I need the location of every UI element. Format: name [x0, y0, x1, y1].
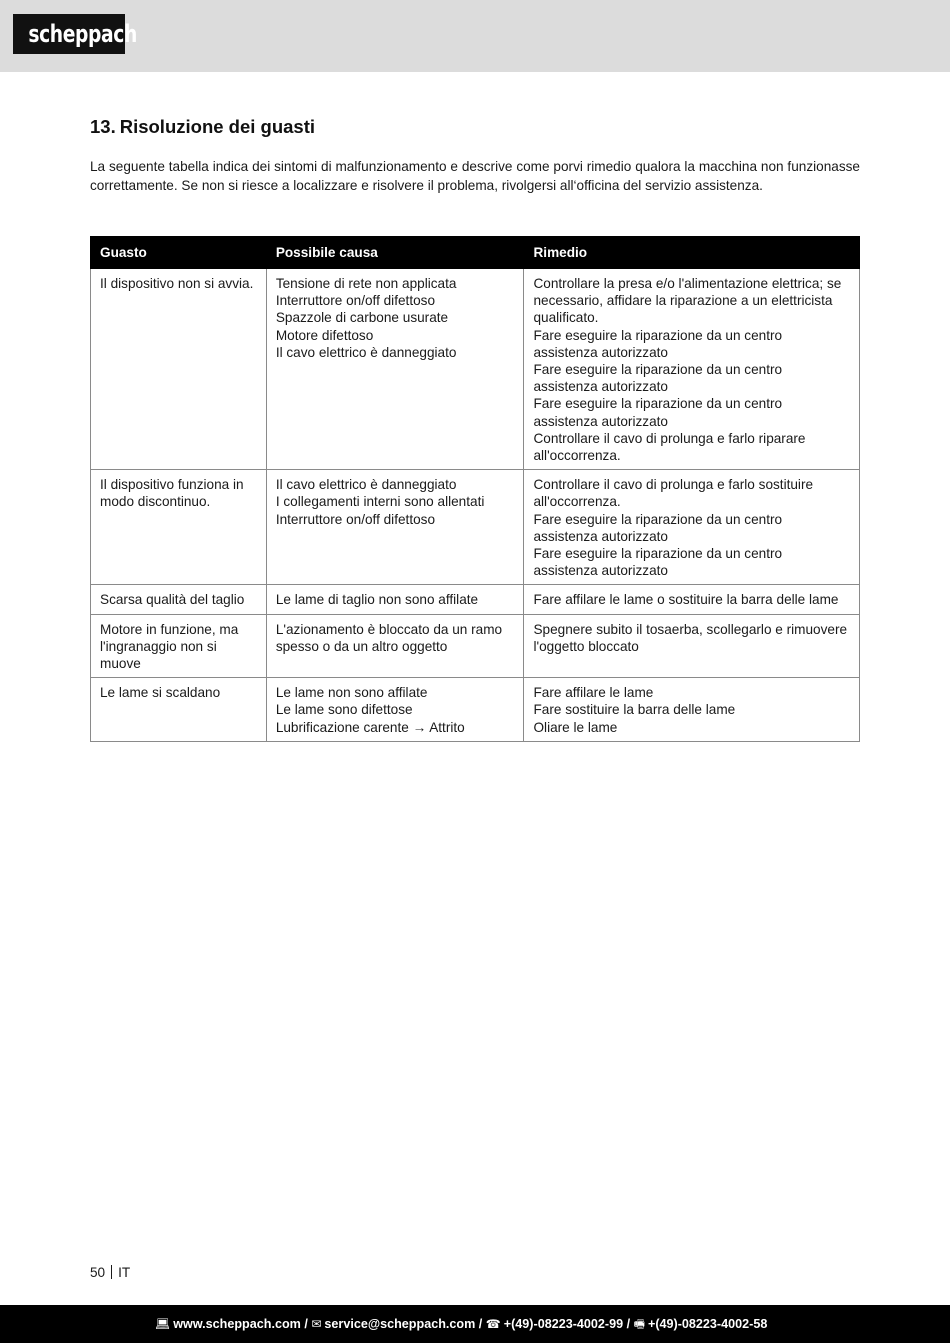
cause-cell-line: Interruttore on/off difettoso	[275, 293, 436, 309]
header-cause: Possibile causa	[266, 237, 524, 269]
cause-cell	[266, 269, 524, 470]
contact-separator: /	[626, 1317, 631, 1331]
section-title-text: Risoluzione dei guasti	[119, 116, 316, 137]
phone-number: +(49)-08223-4002-99	[503, 1317, 624, 1331]
remedy-cell-line: Controllare il cavo di prolunga e farlo sostituire all'occorrenza.	[533, 477, 814, 510]
remedy-cell-line: Fare affilare le lame o sostituire la barra delle lame	[533, 592, 839, 608]
cause-cell-line: Le lame non sono affilate	[275, 685, 428, 701]
footer-divider	[111, 1265, 112, 1279]
remedy-cell-line: Fare affilare le lame	[533, 685, 654, 701]
table-body	[91, 269, 860, 742]
cause-cell-line: L'azionamento è bloccato da un ramo spesso o da un altro oggetto	[275, 621, 503, 654]
remedy-cell-line: Fare eseguire la riparazione da un centro assistenza autorizzato	[533, 396, 783, 429]
remedy-cell-line: Fare eseguire la riparazione da un centro assistenza autorizzato	[533, 511, 783, 544]
table-row	[91, 470, 860, 585]
contact-footer-bar	[0, 1305, 950, 1343]
fault-cell	[91, 470, 267, 585]
remedy-cell	[524, 585, 860, 614]
cause-cell-line: Il cavo elettrico è danneggiato	[275, 344, 457, 360]
header-remedy: Rimedio	[524, 237, 860, 269]
fault-cell-line: Le lame si scaldano	[100, 685, 221, 701]
remedy-cell-line: Fare eseguire la riparazione da un centro assistenza autorizzato	[533, 546, 783, 579]
language-code: IT	[118, 1265, 131, 1280]
remedy-cell	[524, 678, 860, 742]
fault-cell-line: Il dispositivo funziona in modo discontinuo.	[100, 477, 244, 510]
cause-cell	[266, 614, 524, 678]
cause-cell	[266, 678, 524, 742]
table-header-row	[91, 237, 860, 269]
contact-separator: /	[304, 1317, 308, 1331]
fault-cell-line: Scarsa qualità del taglio	[100, 592, 245, 608]
phone-icon: ☎︎	[485, 1317, 501, 1331]
computer-icon: 💻︎	[155, 1317, 171, 1331]
remedy-cell-line: Fare sostituire la barra delle lame	[533, 702, 736, 718]
email-link[interactable]: service@scheppach.com	[324, 1317, 476, 1331]
remedy-cell-line: Controllare la presa e/o l'alimentazione elettrica; se necessario, affidare la riparazione a un elettricista qualificato.	[533, 276, 842, 326]
fault-cell	[91, 614, 267, 678]
contact-line	[155, 1305, 767, 1343]
troubleshooting-table	[90, 236, 860, 742]
cause-cell-line: Interruttore on/off difettoso	[275, 511, 436, 527]
fax-icon: 🖷︎	[633, 1317, 645, 1331]
fault-cell	[91, 269, 267, 470]
section-intro: La seguente tabella indica dei sintomi di malfunzionamento e descrive come porvi rimedio qualora la macchina non funzionasse correttamente. Se non si riesce a localizzare e risolvere il problema, rivolgersi all‘officina del servizio assistenza.	[90, 159, 860, 193]
remedy-cell-line: Spegnere subito il tosaerba, scollegarlo e rimuovere l'oggetto bloccato	[533, 621, 848, 654]
remedy-cell	[524, 269, 860, 470]
fault-cell	[91, 678, 267, 742]
table-row	[91, 678, 860, 742]
section-title	[90, 116, 315, 138]
remedy-cell-line: Controllare il cavo di prolunga e farlo riparare all'occorrenza.	[533, 430, 806, 464]
cause-cell-line: Spazzole di carbone usurate	[275, 310, 449, 326]
remedy-cell-line: Oliare le lame	[533, 719, 618, 735]
header-band	[0, 0, 950, 72]
fault-cell	[91, 585, 267, 614]
cause-cell-line: Tensione di rete non applicata	[275, 276, 457, 291]
cause-cell-line: Motore difettoso	[275, 327, 374, 343]
cause-cell-line: Le lame di taglio non sono affilate	[275, 592, 479, 608]
table-row	[91, 585, 860, 614]
mail-icon: ✉︎	[311, 1317, 322, 1331]
cause-cell-line: Il cavo elettrico è danneggiato	[275, 477, 457, 493]
cause-cell-line: Lubrificazione carente → Attrito	[275, 719, 465, 735]
remedy-cell-line: Fare eseguire la riparazione da un centro assistenza autorizzato	[533, 362, 783, 395]
remedy-cell	[524, 614, 860, 678]
remedy-cell-line: Fare eseguire la riparazione da un centro assistenza autorizzato	[533, 327, 783, 360]
page-footer-label	[90, 1265, 130, 1280]
fault-cell-line: Motore in funzione, ma l'ingranaggio non si muove	[100, 621, 239, 672]
website-link[interactable]: www.scheppach.com	[173, 1317, 301, 1331]
fault-cell-line: Il dispositivo non si avvia.	[100, 276, 254, 291]
remedy-cell	[524, 470, 860, 585]
fax-number: +(49)-08223-4002-58	[647, 1317, 768, 1331]
cause-cell-line: Le lame sono difettose	[275, 702, 413, 718]
cause-cell	[266, 585, 524, 614]
header-fault: Guasto	[91, 237, 267, 269]
brand-logo	[13, 14, 137, 54]
table-row	[91, 614, 860, 678]
section-number: 13.	[90, 116, 116, 137]
table-row	[91, 269, 860, 470]
brand-logo-text: scheppach	[28, 20, 137, 48]
cause-cell-line: I collegamenti interni sono allentati	[275, 494, 485, 510]
page-number: 50	[90, 1265, 106, 1280]
cause-cell	[266, 470, 524, 585]
contact-separator: /	[478, 1317, 483, 1331]
